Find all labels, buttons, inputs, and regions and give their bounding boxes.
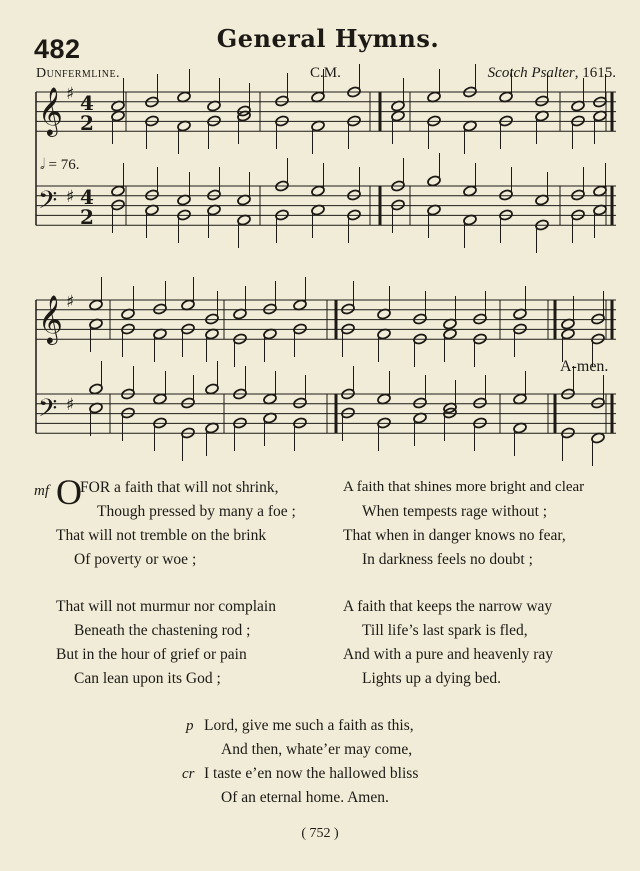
amen-label: A-men. [560, 358, 609, 375]
verse-line: A faith that shines more bright and clear [343, 479, 585, 495]
page-number: ( 752 ) [301, 826, 339, 841]
verse-line: And then, whate’er may come, [221, 741, 413, 758]
dynamic-p: p [186, 718, 194, 734]
verse-line: Till life’s last spark is fled, [362, 622, 528, 639]
dynamic-cr: cr [182, 766, 195, 782]
tune-name: Dunfermline. [36, 66, 121, 81]
time-signature-bottom: 2 [80, 111, 94, 135]
metronome-marking: 𝅗𝅥 = 76. [40, 157, 80, 173]
bass-clef-icon: 𝄢 [38, 394, 58, 429]
drop-cap: O [56, 472, 82, 512]
section-title: General Hymns. [216, 24, 440, 53]
bass-clef-icon: 𝄢 [38, 186, 58, 221]
time-signature-top: 4 [80, 185, 94, 209]
sharp-icon: ♯ [66, 292, 75, 312]
verse-line: I taste e’en now the hallowed bliss [204, 765, 419, 782]
verse-line: Though pressed by many a foe ; [97, 503, 296, 520]
verse-line: In darkness feels no doubt ; [362, 551, 533, 568]
sharp-icon: ♯ [66, 395, 75, 415]
hymn-number: 482 [34, 34, 81, 64]
treble-clef-icon: 𝄞 [38, 294, 63, 343]
verse-line: Can lean upon its God ; [74, 670, 221, 687]
verse-line: But in the hour of grief or pain [56, 646, 247, 663]
verse-line: And with a pure and heavenly ray [343, 646, 554, 663]
verse-line: Of poverty or woe ; [74, 551, 197, 568]
verse-line: FOR a faith that will not shrink, [80, 479, 279, 496]
verse-line: Lord, give me such a faith as this, [204, 717, 414, 734]
source-year: , 1615. [574, 65, 616, 81]
source-name: Scotch Psalter [487, 65, 575, 81]
verse-line: That when in danger knows no fear, [343, 527, 566, 544]
treble-clef-icon: 𝄞 [38, 86, 63, 135]
verse-line: Of an eternal home. Amen. [221, 789, 389, 806]
sharp-icon: ♯ [66, 84, 75, 104]
verse-line: That will not murmur nor complain [56, 598, 276, 615]
verse-line: A faith that keeps the narrow way [343, 598, 553, 615]
dynamic-mf: mf [34, 483, 49, 499]
time-signature-top: 4 [80, 91, 94, 115]
verse-line: Lights up a dying bed. [362, 670, 502, 687]
time-signature-bottom: 2 [80, 205, 94, 229]
verse-line: Beneath the chastening rod ; [74, 622, 251, 639]
verse-line: That will not tremble on the brink [56, 527, 267, 544]
verse-line: When tempests rage without ; [362, 503, 548, 520]
meter: C.M. [310, 65, 341, 81]
sharp-icon: ♯ [66, 187, 75, 207]
